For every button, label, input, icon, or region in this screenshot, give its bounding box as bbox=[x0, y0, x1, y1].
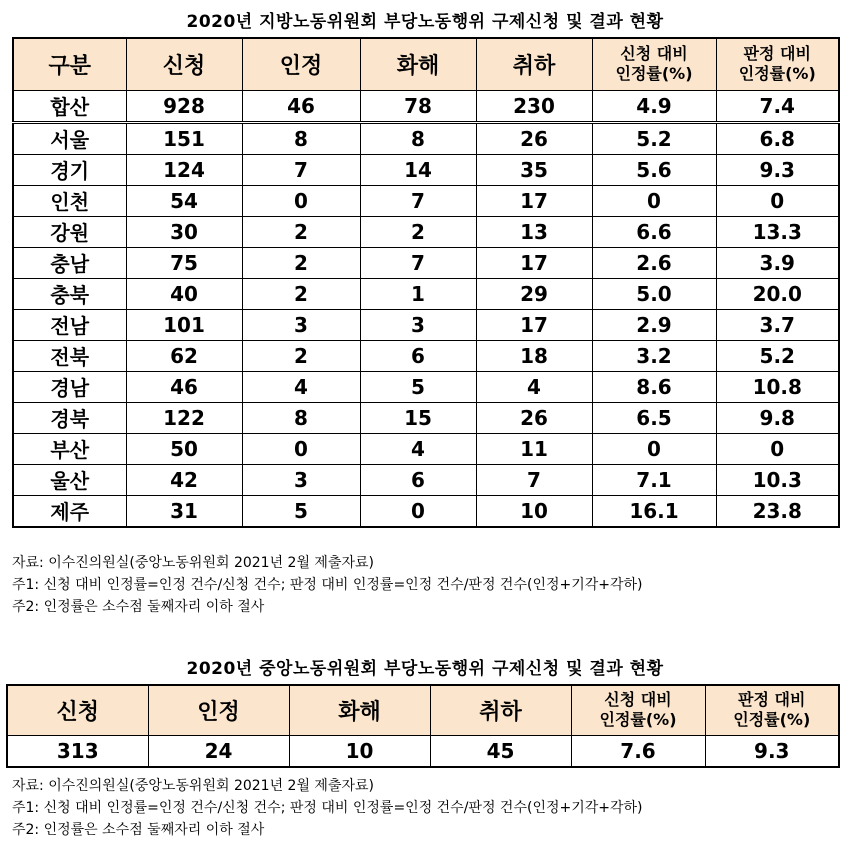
table-cell: 5.0 bbox=[592, 278, 716, 309]
table-cell: 26 bbox=[476, 402, 592, 433]
table-row bbox=[13, 122, 839, 154]
table-cell: 3 bbox=[360, 309, 476, 340]
table-row bbox=[13, 464, 839, 495]
table-cell: 230 bbox=[476, 90, 592, 122]
table-cell: 10.3 bbox=[716, 464, 839, 495]
table-cell: 23.8 bbox=[716, 495, 839, 527]
table-cell: 6 bbox=[360, 340, 476, 371]
table-cell: 경북 bbox=[13, 402, 126, 433]
table-row bbox=[13, 371, 839, 402]
col-header-applications: 신청 bbox=[7, 685, 148, 735]
table-row bbox=[13, 185, 839, 216]
table-row bbox=[13, 433, 839, 464]
table-cell: 2 bbox=[360, 216, 476, 247]
source-note: 자료: 이수진의원실(중앙노동위원회 2021년 2월 제출자료) bbox=[12, 778, 374, 794]
central-labor-commission-table bbox=[6, 684, 840, 768]
table-cell: 46 bbox=[242, 90, 360, 122]
table-cell: 8 bbox=[360, 122, 476, 154]
col-header-applications: 신청 bbox=[126, 38, 242, 90]
col-header-rate-dec-line1: 판정 대비 bbox=[738, 690, 806, 710]
table-cell: 7.1 bbox=[592, 464, 716, 495]
table-cell: 18 bbox=[476, 340, 592, 371]
source-note: 자료: 이수진의원실(중앙노동위원회 2021년 2월 제출자료) bbox=[12, 555, 374, 571]
table-cell: 928 bbox=[126, 90, 242, 122]
table-cell: 101 bbox=[126, 309, 242, 340]
table-row bbox=[7, 735, 839, 767]
table1-notes bbox=[12, 552, 643, 618]
table-cell: 2 bbox=[242, 247, 360, 278]
table-row bbox=[13, 90, 839, 122]
table-cell: 0 bbox=[242, 433, 360, 464]
table-cell: 2.6 bbox=[592, 247, 716, 278]
table-cell: 제주 bbox=[13, 495, 126, 527]
table-row bbox=[13, 216, 839, 247]
table-cell: 6 bbox=[360, 464, 476, 495]
note-1: 주1: 신청 대비 인정률=인정 건수/신청 건수; 판정 대비 인정률=인정 건수/판정 건수(인정+기각+각하) bbox=[12, 577, 643, 593]
table-cell: 6.8 bbox=[716, 122, 839, 154]
col-header-rate-vs-decisions bbox=[716, 38, 839, 90]
col-header-rate-dec-line2: 인정률(%) bbox=[733, 710, 811, 730]
col-header-settled: 화해 bbox=[360, 38, 476, 90]
table-row bbox=[13, 154, 839, 185]
table-cell: 54 bbox=[126, 185, 242, 216]
col-header-withdrawn: 취하 bbox=[430, 685, 571, 735]
table-cell: 7 bbox=[360, 247, 476, 278]
table-cell: 10 bbox=[289, 735, 430, 767]
col-header-rate-dec-line2: 인정률(%) bbox=[738, 64, 816, 84]
col-header-settled: 화해 bbox=[289, 685, 430, 735]
table-cell: 29 bbox=[476, 278, 592, 309]
table-cell: 9.8 bbox=[716, 402, 839, 433]
table-cell: 13.3 bbox=[716, 216, 839, 247]
col-header-category: 구분 bbox=[13, 38, 126, 90]
table-cell: 42 bbox=[126, 464, 242, 495]
table-cell: 1 bbox=[360, 278, 476, 309]
table-cell: 24 bbox=[148, 735, 289, 767]
col-header-rate-vs-applications bbox=[571, 685, 705, 735]
table-cell: 75 bbox=[126, 247, 242, 278]
table-cell: 충남 bbox=[13, 247, 126, 278]
header-row bbox=[7, 685, 839, 735]
col-header-rate-vs-applications bbox=[592, 38, 716, 90]
table-cell: 17 bbox=[476, 247, 592, 278]
col-header-recognized: 인정 bbox=[242, 38, 360, 90]
table-cell: 4 bbox=[476, 371, 592, 402]
note-1: 주1: 신청 대비 인정률=인정 건수/신청 건수; 판정 대비 인정률=인정 건수/판정 건수(인정+기각+각하) bbox=[12, 800, 643, 816]
table-cell: 5.2 bbox=[592, 122, 716, 154]
table-row bbox=[13, 340, 839, 371]
col-header-recognized: 인정 bbox=[148, 685, 289, 735]
table-cell: 7.6 bbox=[571, 735, 705, 767]
table-cell: 10 bbox=[476, 495, 592, 527]
table-cell: 전남 bbox=[13, 309, 126, 340]
table-cell: 전북 bbox=[13, 340, 126, 371]
table-cell: 2.9 bbox=[592, 309, 716, 340]
table-cell: 0 bbox=[716, 185, 839, 216]
col-header-withdrawn: 취하 bbox=[476, 38, 592, 90]
table-cell: 9.3 bbox=[705, 735, 839, 767]
table-cell: 2 bbox=[242, 216, 360, 247]
table-cell: 서울 bbox=[13, 122, 126, 154]
table-cell: 강원 bbox=[13, 216, 126, 247]
table-cell: 26 bbox=[476, 122, 592, 154]
table-cell: 20.0 bbox=[716, 278, 839, 309]
table-cell: 78 bbox=[360, 90, 476, 122]
table-cell: 7 bbox=[476, 464, 592, 495]
table-cell: 8.6 bbox=[592, 371, 716, 402]
table-cell: 7.4 bbox=[716, 90, 839, 122]
table-cell: 0 bbox=[360, 495, 476, 527]
note-2: 주2: 인정률은 소수점 둘째자리 이하 절사 bbox=[12, 822, 265, 838]
table-cell: 4.9 bbox=[592, 90, 716, 122]
table-cell: 35 bbox=[476, 154, 592, 185]
col-header-rate-app-line1: 신청 대비 bbox=[604, 690, 672, 710]
table-cell: 16.1 bbox=[592, 495, 716, 527]
table-cell: 5.6 bbox=[592, 154, 716, 185]
col-header-rate-dec-line1: 판정 대비 bbox=[743, 44, 811, 64]
table-cell: 15 bbox=[360, 402, 476, 433]
table-cell: 40 bbox=[126, 278, 242, 309]
table-cell: 부산 bbox=[13, 433, 126, 464]
table-cell: 0 bbox=[242, 185, 360, 216]
table-cell: 31 bbox=[126, 495, 242, 527]
table-cell: 13 bbox=[476, 216, 592, 247]
table-cell: 62 bbox=[126, 340, 242, 371]
regional-labor-commission-table bbox=[12, 37, 840, 528]
table-cell: 5 bbox=[360, 371, 476, 402]
table-cell: 30 bbox=[126, 216, 242, 247]
table-cell: 17 bbox=[476, 309, 592, 340]
table-row bbox=[13, 247, 839, 278]
table-cell: 2 bbox=[242, 278, 360, 309]
table-cell: 45 bbox=[430, 735, 571, 767]
table-cell: 4 bbox=[360, 433, 476, 464]
table-cell: 6.6 bbox=[592, 216, 716, 247]
table-cell: 울산 bbox=[13, 464, 126, 495]
table-cell: 122 bbox=[126, 402, 242, 433]
table-cell: 경남 bbox=[13, 371, 126, 402]
table-cell: 0 bbox=[592, 185, 716, 216]
table1-title: 2020년 지방노동위원회 부당노동행위 구제신청 및 결과 현황 bbox=[186, 12, 664, 32]
table-cell: 151 bbox=[126, 122, 242, 154]
table-cell: 3 bbox=[242, 464, 360, 495]
table-row bbox=[13, 402, 839, 433]
table-cell: 14 bbox=[360, 154, 476, 185]
table-cell: 6.5 bbox=[592, 402, 716, 433]
table-cell: 3.9 bbox=[716, 247, 839, 278]
col-header-rate-app-line2: 인정률(%) bbox=[615, 64, 693, 84]
table-row bbox=[13, 278, 839, 309]
col-header-rate-app-line1: 신청 대비 bbox=[620, 44, 688, 64]
table-cell: 3 bbox=[242, 309, 360, 340]
table-cell: 9.3 bbox=[716, 154, 839, 185]
col-header-rate-app-line2: 인정률(%) bbox=[599, 710, 677, 730]
table-cell: 0 bbox=[592, 433, 716, 464]
table-cell: 합산 bbox=[13, 90, 126, 122]
table-cell: 4 bbox=[242, 371, 360, 402]
table-cell: 17 bbox=[476, 185, 592, 216]
table-cell: 인천 bbox=[13, 185, 126, 216]
table-cell: 8 bbox=[242, 122, 360, 154]
table-row bbox=[13, 495, 839, 527]
table-cell: 5 bbox=[242, 495, 360, 527]
table-cell: 50 bbox=[126, 433, 242, 464]
table-cell: 124 bbox=[126, 154, 242, 185]
note-2: 주2: 인정률은 소수점 둘째자리 이하 절사 bbox=[12, 599, 265, 615]
table-cell: 0 bbox=[716, 433, 839, 464]
table-cell: 7 bbox=[360, 185, 476, 216]
col-header-rate-vs-decisions bbox=[705, 685, 839, 735]
table-cell: 313 bbox=[7, 735, 148, 767]
table2-title: 2020년 중앙노동위원회 부당노동행위 구제신청 및 결과 현황 bbox=[186, 659, 664, 679]
table-cell: 2 bbox=[242, 340, 360, 371]
header-row bbox=[13, 38, 839, 90]
table-cell: 5.2 bbox=[716, 340, 839, 371]
table-cell: 46 bbox=[126, 371, 242, 402]
table-cell: 7 bbox=[242, 154, 360, 185]
table-cell: 충북 bbox=[13, 278, 126, 309]
table-cell: 8 bbox=[242, 402, 360, 433]
table-cell: 3.7 bbox=[716, 309, 839, 340]
table-cell: 3.2 bbox=[592, 340, 716, 371]
table2-notes bbox=[12, 775, 643, 841]
table-cell: 10.8 bbox=[716, 371, 839, 402]
table-row bbox=[13, 309, 839, 340]
table-cell: 11 bbox=[476, 433, 592, 464]
table-cell: 경기 bbox=[13, 154, 126, 185]
